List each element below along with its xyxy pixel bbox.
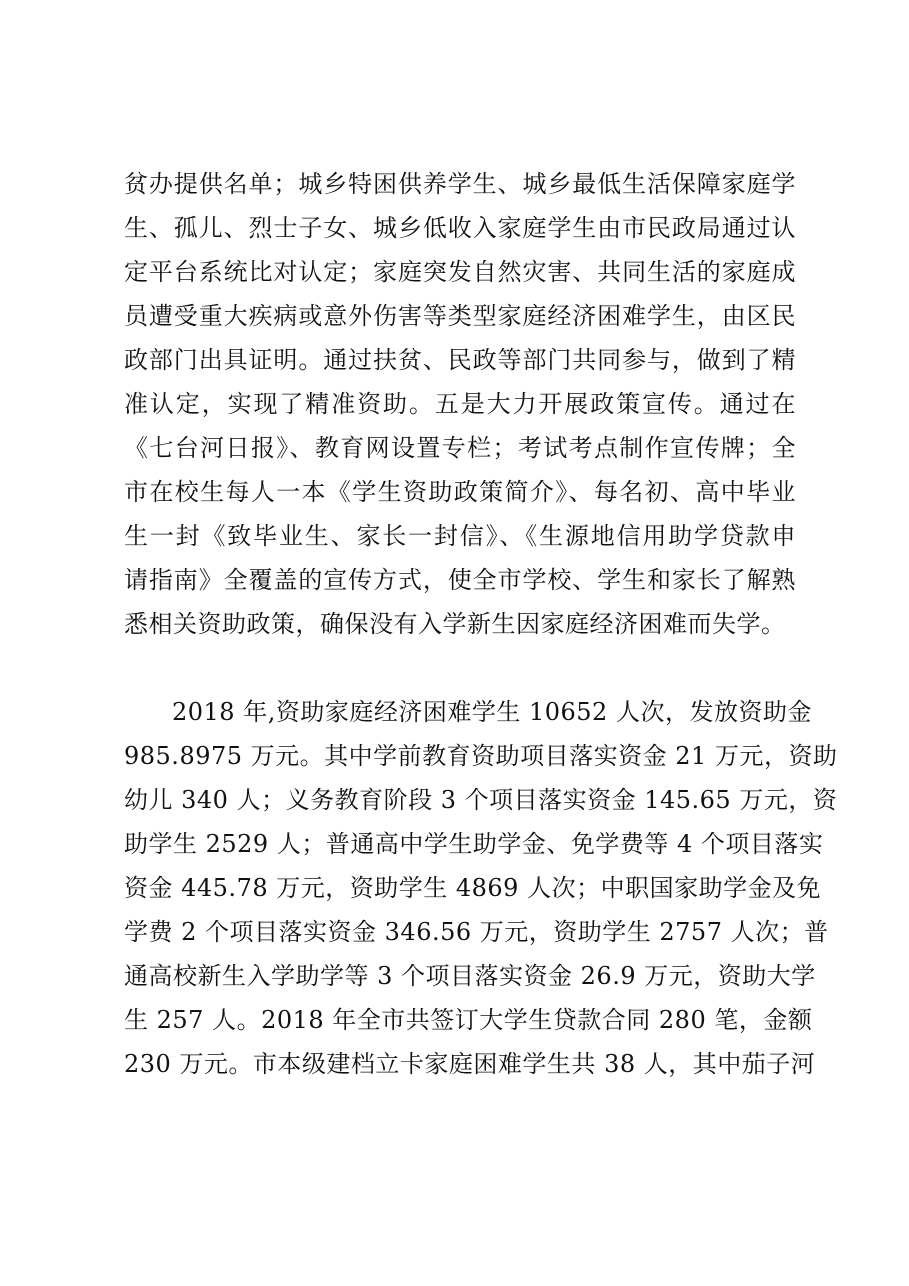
paragraph-1-line-2: 生、孤儿、烈士子女、城乡低收入家庭学生由市民政局通过认 [124,214,796,242]
paragraph-2-line-9: 230 万元。市本级建档立卡家庭困难学生共 38 人，其中茄子河 [124,1050,816,1078]
paragraph-1-line-5: 政部门出具证明。通过扶贫、民政等部门共同参与，做到了精 [124,346,796,374]
paragraph-1-line-11: 悉相关资助政策，确保没有入学新生因家庭经济困难而失学。 [124,610,786,638]
paragraph-2-line-5: 资金 445.78 万元，资助学生 4869 人次；中职国家助学金及免 [124,874,822,902]
paragraph-2-line-6: 学费 2 个项目落实资金 346.56 万元，资助学生 2757 人次；普 [124,918,829,946]
paragraph-2-line-4: 助学生 2529 人；普通高中学生助学金、免学费等 4 个项目落实 [124,830,824,858]
paragraph-1-line-8: 市在校生每人一本《学生资助政策简介》、每名初、高中毕业 [124,478,796,506]
paragraph-2-line-8: 生 257 人。2018 年全市共签订大学生贷款合同 280 笔，金额 [124,1006,813,1034]
paragraph-2-line-7: 通高校新生入学助学等 3 个项目落实资金 26.9 万元，资助大学 [124,962,816,990]
paragraph-1-line-10: 请指南》全覆盖的宣传方式，使全市学校、学生和家长了解熟 [124,566,796,594]
paragraph-1-line-4: 员遭受重大疾病或意外伤害等类型家庭经济困难学生，由区民 [124,302,796,330]
paragraph-2-line-3: 幼儿 340 人；义务教育阶段 3 个项目落实资金 145.65 万元，资 [124,786,838,814]
paragraph-1-line-6: 准认定，实现了精准资助。五是大力开展政策宣传。通过在 [124,390,796,418]
paragraph-2-line-2: 985.8975 万元。其中学前教育资助项目落实资金 21 万元，资助 [124,742,838,770]
paragraph-1-line-7: 《七台河日报》、教育网设置专栏；考试考点制作宣传牌；全 [124,434,796,462]
paragraph-1-line-3: 定平台系统比对认定；家庭突发自然灾害、共同生活的家庭成 [124,258,796,286]
paragraph-1-line-9: 生一封《致毕业生、家长一封信》、《生源地信用助学贷款申 [124,522,796,550]
paragraph-1-line-1: 贫办提供名单；城乡特困供养学生、城乡最低生活保障家庭学 [124,170,796,198]
paragraph-2-line-1: 2018 年,资助家庭经济困难学生 10652 人次，发放资助金 [172,698,812,726]
